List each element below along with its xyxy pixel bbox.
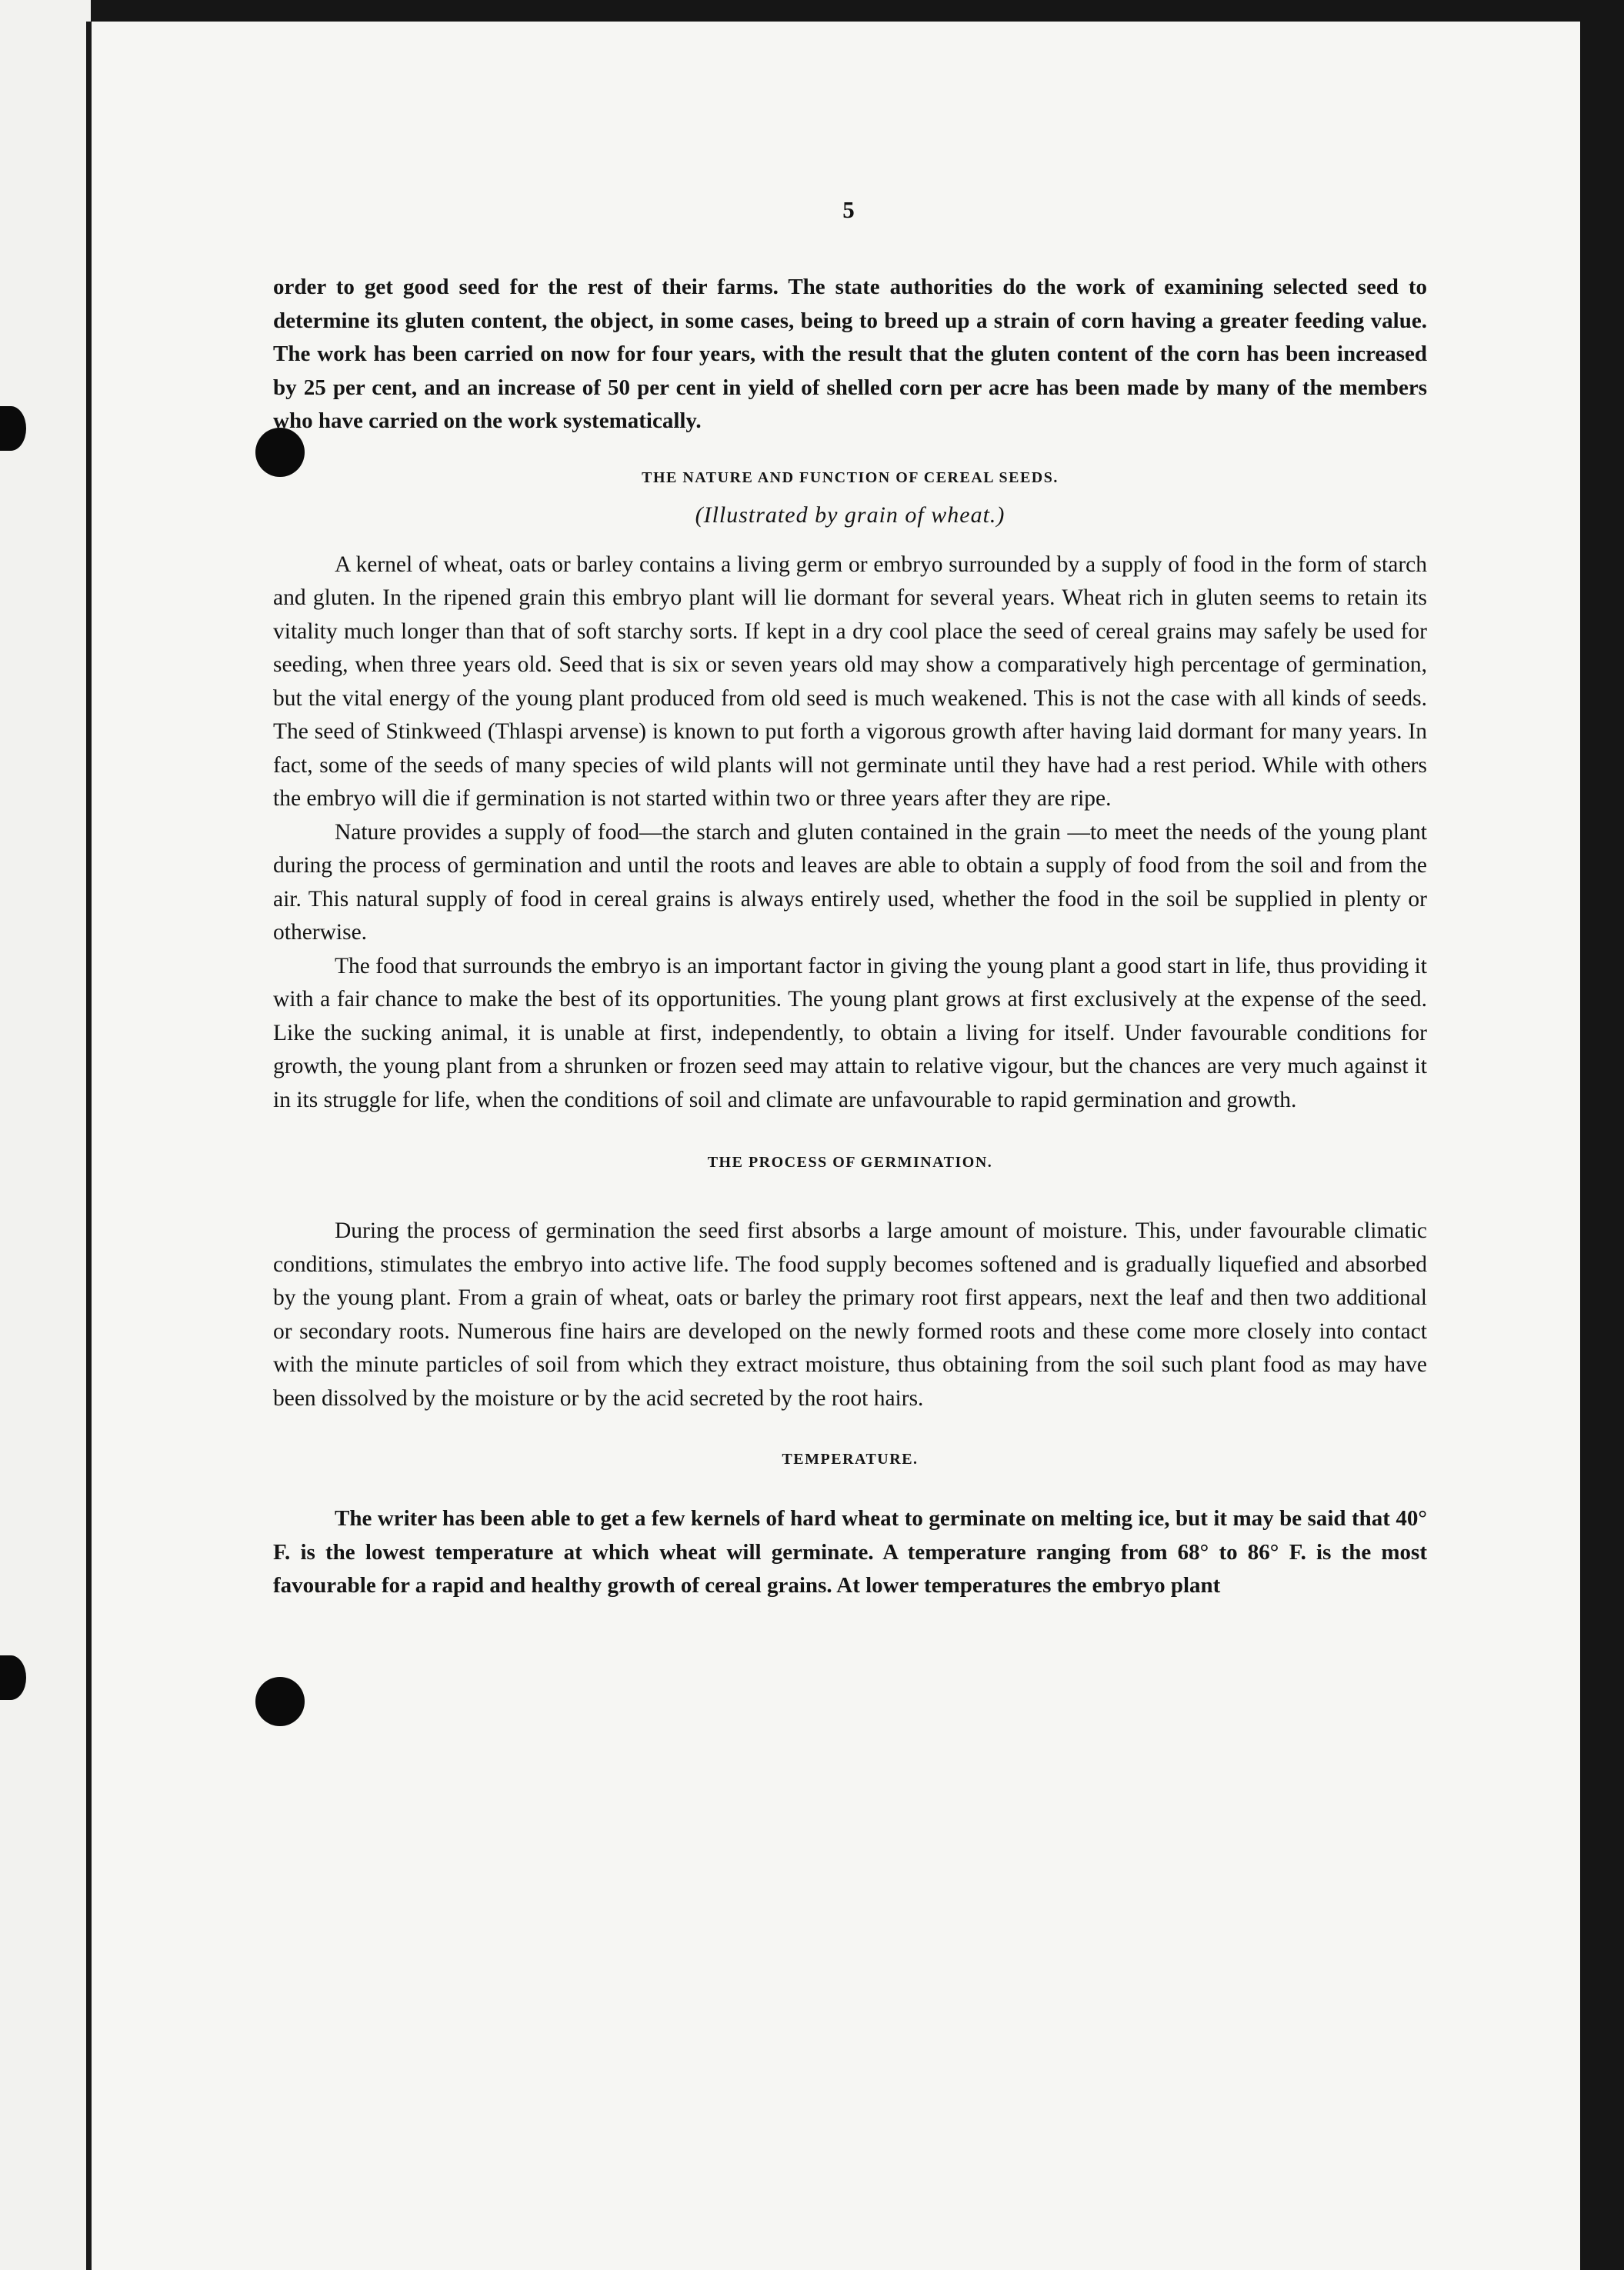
intro-paragraph: order to get good seed for the rest of their farms. The state authorities do the work of examining selected seed to determine its gluten content, the object, in some cases, being to breed up a strain of corn having a greater feeding value. The work has been carried on now for four years, with the result that the gluten content of the corn has been increased by 25 per cent, and an increase of 50 per cent in yield of shelled corn per acre has been made by many of the members who have carried on the work systematically.: [273, 275, 1427, 433]
punch-hole: [255, 1677, 305, 1726]
page-body: [273, 271, 1427, 1603]
left-binding-page: [0, 0, 91, 2270]
page-number: 5: [842, 196, 855, 223]
punch-hole: [0, 406, 26, 451]
body-paragraph: During the process of germination the seed first absorbs a large amount of moisture. This, under favourable climatic conditions, stimulates the embryo into active life. The food supply becomes softened and is gradually liquefied and absorbed by the young plant. From a grain of wheat, oats or barley the primary root first appears, next the leaf and then two additional or secondary roots. Numerous fine hairs are developed on the newly formed roots and these come more closely into contact with the minute particles of soil from which they extract moisture, thus obtaining from the soil such plant food as may have been dissolved by the moisture or by the acid secreted by the root hairs.: [273, 1218, 1427, 1411]
section-heading-germination: THE PROCESS OF GERMINATION.: [707, 1154, 993, 1171]
body-paragraph: Nature provides a supply of food—the starch and gluten contained in the grain —to meet the needs of the young plant during the process of germination and until the roots and leaves are able to obtain a supply of food from the soil and from the air. This natural supply of food in cereal grains is always entirely used, whether the food in the soil be supplied in plenty or otherwise.: [273, 819, 1427, 945]
punch-hole: [0, 1655, 26, 1700]
body-paragraph: The food that surrounds the embryo is an important factor in giving the young plant a good start in life, thus providing it with a fair chance to make the best of its opportunities. The young plant grows at first exclusively at the expense of the seed. Like the sucking animal, it is unable at first, independently, to obtain a living for itself. Under favourable conditions for growth, the young plant from a shrunken or frozen seed may attain to relative vigour, but the chances are very much against it in its struggle for life, when the conditions of soil and climate are unfavourable to rapid germination and growth.: [273, 953, 1427, 1112]
body-paragraph: The writer has been able to get a few kernels of hard wheat to germinate on melting ice, but it may be said that 40° F. is the lowest temperature at which wheat will germinate. A temperature ranging from 68° to 86° F. is the most favourable for a rapid and healthy growth of cereal grains. At lower temperatures the embryo plant: [273, 1506, 1427, 1598]
body-paragraph: A kernel of wheat, oats or barley contains a living germ or embryo surrounded by a supply of food in the form of starch and gluten. In the ripened grain this embryo plant will lie dormant for several years. Wheat rich in gluten seems to retain its vitality much longer than that of soft starchy sorts. If kept in a dry cool place the seed of cereal grains may safely be used for seeding, when three years old. Seed that is six or seven years old may show a comparatively high percentage of germination, but the vital energy of the young plant produced from old seed is much weakened. This is not the case with all kinds of seeds. The seed of Stinkweed (Thlaspi arvense) is known to put forth a vigorous growth after having laid dormant for many years. In fact, some of the seeds of many species of wild plants will not germinate until they have had a rest period. While with others the embryo will die if germination is not started within two or three years after they are ripe.: [273, 552, 1427, 811]
binding-edge: [86, 22, 92, 2270]
section-subheading: (Illustrated by grain of wheat.): [695, 502, 1005, 528]
section-heading-temperature: TEMPERATURE.: [782, 1451, 919, 1468]
section-heading-nature: THE NATURE AND FUNCTION OF CEREAL SEEDS.: [642, 468, 1059, 486]
